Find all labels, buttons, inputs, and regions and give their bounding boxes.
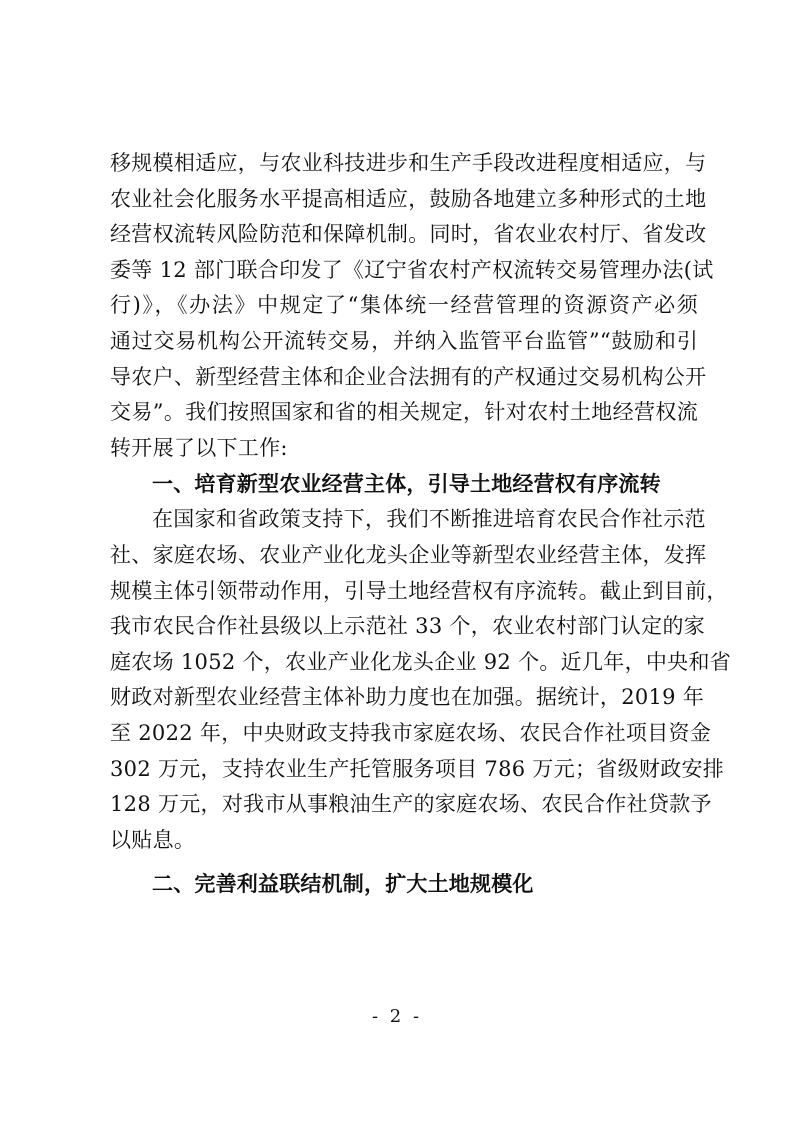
paragraph-line: 交易”。我们按照国家和省的相关规定，针对农村土地经营权流 bbox=[110, 400, 698, 425]
paragraph-line: 庭农场 1052 个，农业产业化龙头企业 92 个。近几年，中央和省 bbox=[110, 649, 732, 674]
section-heading-2: 二、完善利益联结机制，扩大土地规模化 bbox=[152, 872, 534, 897]
document-body bbox=[110, 146, 732, 902]
paragraph-line: 财政对新型农业经营主体补助力度也在加强。据统计，2019 年 bbox=[110, 685, 705, 710]
paragraph-line: 在国家和省政策支持下，我们不断推进培育农民合作社示范 bbox=[152, 507, 706, 532]
paragraph-line: 行)》，《办法》中规定了“集体统一经营管理的资源资产必须 bbox=[110, 293, 698, 318]
section-heading-1: 一、培育新型农业经营主体，引导土地经营权有序流转 bbox=[152, 472, 661, 497]
paragraph-line: 社、家庭农场、农业产业化龙头企业等新型农业经营主体，发挥 bbox=[110, 542, 707, 567]
paragraph-line: 委等 12 部门联合印发了《辽宁省农村产权流转交易管理办法(试 bbox=[110, 257, 714, 282]
paragraph-1 bbox=[110, 146, 714, 466]
paragraph-line: 转开展了以下工作: bbox=[110, 435, 288, 460]
paragraph-line: 以贴息。 bbox=[110, 827, 196, 852]
paragraph-line: 导农户、新型经营主体和企业合法拥有的产权通过交易机构公开 bbox=[110, 364, 707, 389]
paragraph-line: 规模主体引领带动作用，引导土地经营权有序流转。截止到目前， bbox=[110, 578, 728, 603]
paragraph-2 bbox=[110, 502, 732, 858]
paragraph-line: 通过交易机构公开流转交易，并纳入监管平台监管”“鼓励和引 bbox=[110, 328, 698, 353]
paragraph-line: 至 2022 年，中央财政支持我市家庭农场、农民合作社项目资金 bbox=[110, 720, 712, 745]
paragraph-line: 农业社会化服务水平提高相适应，鼓励各地建立多种形式的土地 bbox=[110, 186, 707, 211]
paragraph-line: 302 万元，支持农业生产托管服务项目 786 万元；省级财政安排 bbox=[110, 756, 725, 781]
paragraph-line: 移规模相适应，与农业科技进步和生产手段改进程度相适应，与 bbox=[110, 151, 707, 175]
paragraph-line: 我市农民合作社县级以上示范社 33 个，农业农村部门认定的家 bbox=[110, 614, 706, 639]
paragraph-line: 经营权流转风险防范和保障机制。同时，省农业农村厅、省发改 bbox=[110, 222, 707, 247]
page-number: - 2 - bbox=[371, 1006, 423, 1027]
paragraph-line: 128 万元，对我市从事粮油生产的家庭农场、农民合作社贷款予 bbox=[110, 792, 712, 817]
